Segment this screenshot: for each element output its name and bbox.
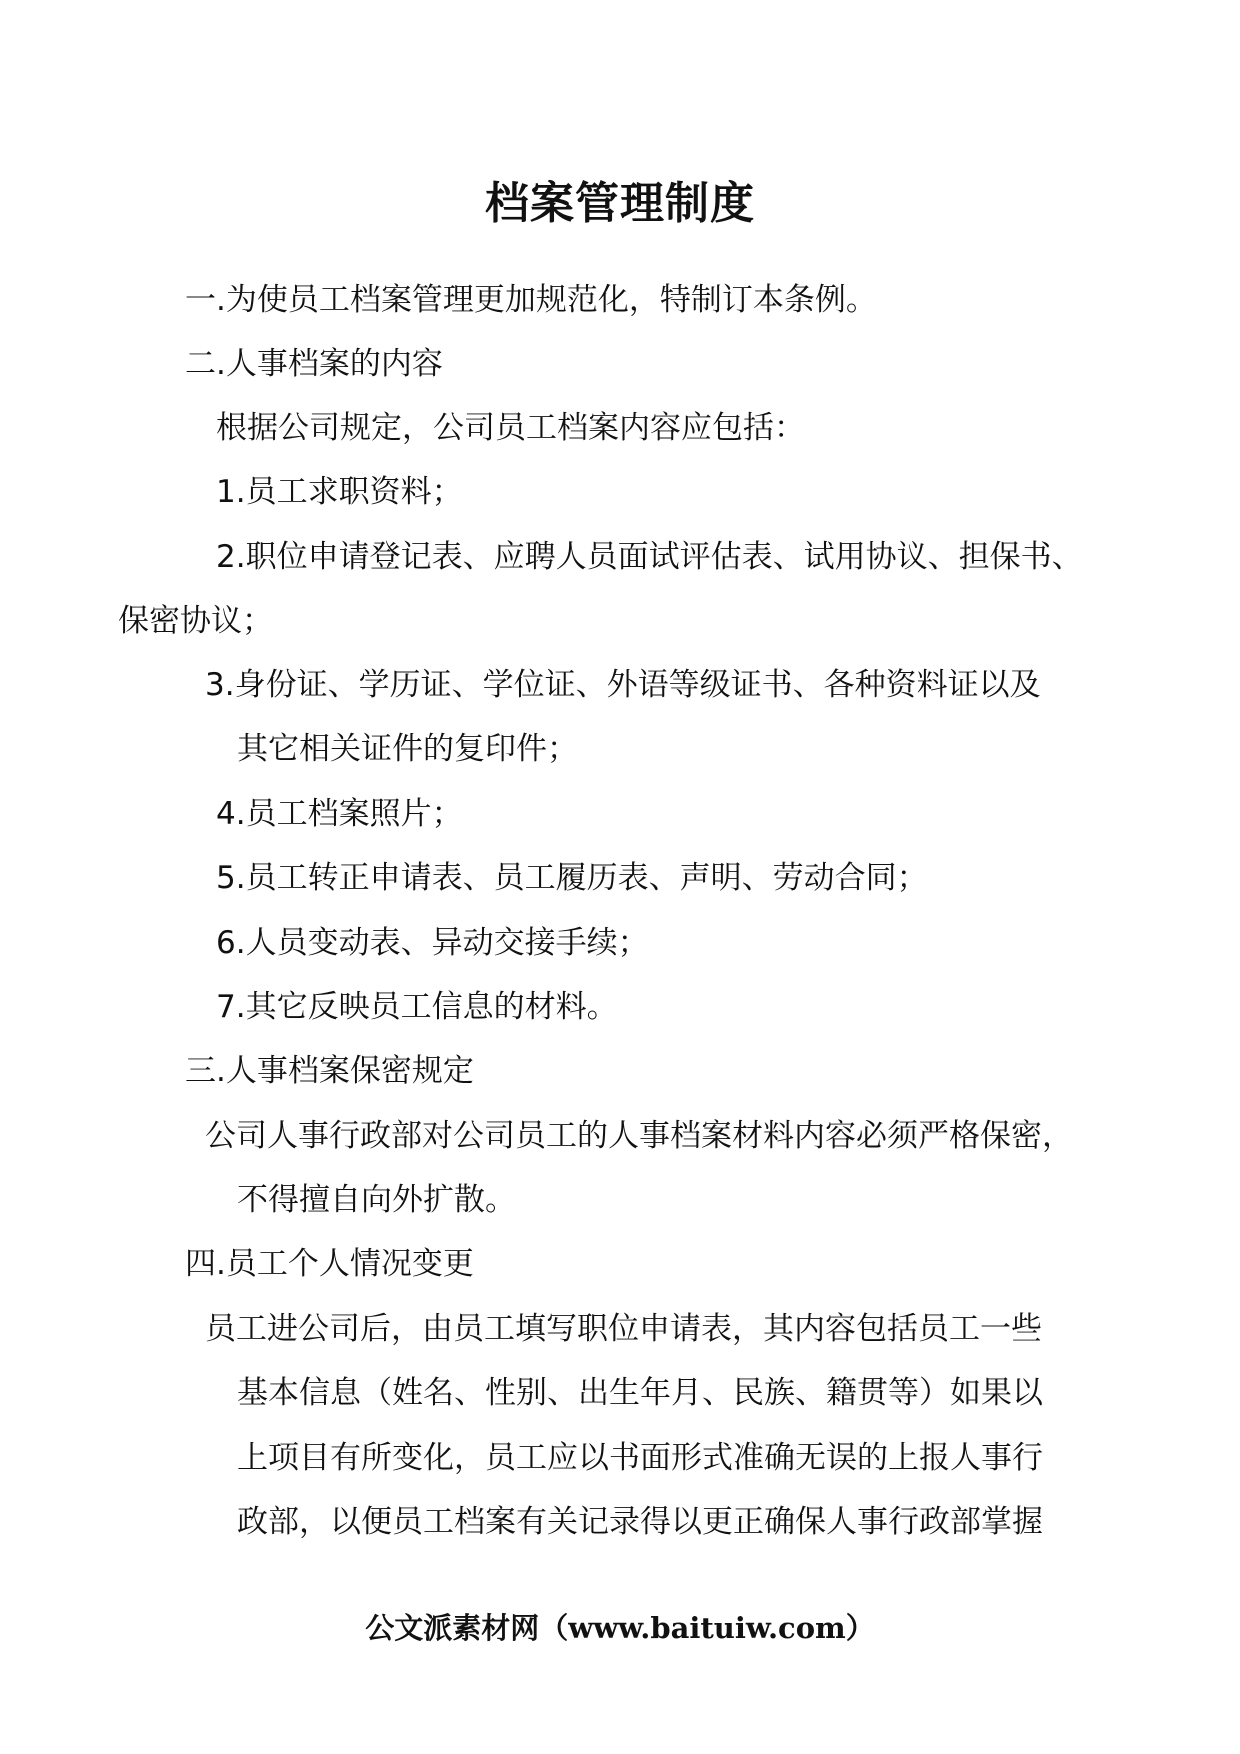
section-4-text: 员工进公司后，由员工填写职位申请表，其内容包括员工一些	[205, 1311, 1042, 1347]
section-2-intro: 根据公司规定，公司员工档案内容应包括：	[216, 410, 805, 446]
section-3-heading: 三.人事档案保密规定	[185, 1053, 474, 1089]
section-2-heading: 二.人事档案的内容	[185, 346, 443, 382]
list-item-3: 3.身份证、学历证、学位证、外语等级证书、各种资料证以及	[205, 667, 1041, 703]
section-4-text-line-3: 上项目有所变化，员工应以书面形式准确无误的上报人事行	[237, 1440, 1043, 1476]
section-4-heading: 四.员工个人情况变更	[185, 1246, 474, 1282]
list-item-7: 7.其它反映员工信息的材料。	[216, 989, 618, 1025]
section-3-text: 公司人事行政部对公司员工的人事档案材料内容必须严格保密，	[205, 1118, 1073, 1154]
list-item-6: 6.人员变动表、异动交接手续；	[216, 925, 649, 961]
footer-source: 公文派素材网（www.baituiw.com）	[365, 1611, 875, 1645]
section-4-text-line-2: 基本信息（姓名、性别、出生年月、民族、籍贯等）如果以	[237, 1375, 1043, 1411]
list-item-5: 5.员工转正申请表、员工履历表、声明、劳动合同；	[216, 860, 928, 896]
list-item-4: 4.员工档案照片；	[216, 796, 463, 832]
section-1-text: 一.为使员工档案管理更加规范化，特制订本条例。	[185, 282, 877, 318]
list-item-3-continued: 其它相关证件的复印件；	[237, 731, 578, 767]
document-title: 档案管理制度	[485, 178, 755, 229]
list-item-2-continued: 保密协议；	[118, 603, 273, 639]
list-item-2: 2.职位申请登记表、应聘人员面试评估表、试用协议、担保书、	[216, 539, 1083, 575]
section-3-text-continued: 不得擅自向外扩散。	[237, 1182, 516, 1218]
list-item-1: 1.员工求职资料；	[216, 474, 463, 510]
section-4-text-line-4: 政部，以便员工档案有关记录得以更正确保人事行政部掌握	[237, 1504, 1043, 1540]
